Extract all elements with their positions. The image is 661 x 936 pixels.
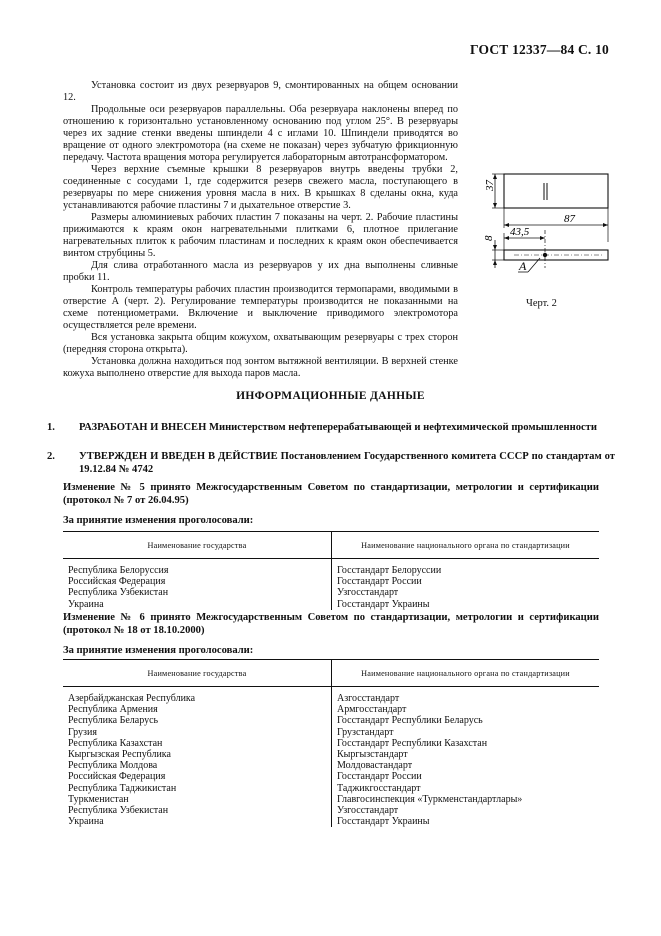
cell-standards-body: Узгосстандарт (337, 587, 399, 599)
cell-state: Республика Узбекистан (63, 587, 332, 598)
body-text (63, 80, 458, 380)
width-dimension-label: 87 (564, 213, 575, 225)
column-header-state: Наименование государства (63, 660, 332, 687)
paragraph: Контроль температуры рабочих пластин производится термопарами, вводимыми в отверстие А (черт. 2). Регулирование температуры производится не показанными на схеме потенциометрами. Включение и выключение приводимого электромотора осуществляется реле времени. (63, 284, 458, 331)
vote-title-2: За принятие изменения проголосовали: (63, 645, 254, 656)
amendment-5: Изменение № 5 принято Межгосударственным Советом по стандартизации, метрологии и сертификации (протокол № 7 от 26.04.95) (63, 482, 599, 506)
table-row (63, 760, 599, 771)
paragraph: Через верхние съемные крышки 8 резервуаров внутрь введены трубки 2, соединенные с сосудами 1, где содержится резерв свежего масла, поступающего в резервуары по мере снижения уровня масла в них. В крышках 8 сделаны окна, куда устанавливаются рабочие пластины 7 и дыхательное отверстие 3. (63, 164, 458, 211)
cell-state: Туркменистан (63, 794, 332, 805)
table-row (63, 794, 599, 805)
cell-standards-body: Госстандарт Республики Казахстан (337, 737, 488, 749)
plate-drawing (478, 168, 618, 298)
table-row (63, 704, 599, 715)
column-header-body: Наименование национального органа по стандартизации (332, 532, 600, 559)
cell-state: Республика Армения (63, 704, 332, 715)
info-item-text: УТВЕРЖДЕН И ВВЕДЕН В ДЕЙСТВИЕ Постановлением Государственного комитета СССР по стандартам от 19.12.84 № 4742 (79, 451, 615, 475)
cell-state: Российская Федерация (63, 771, 332, 782)
amendment-6: Изменение № 6 принято Межгосударственным Советом по стандартизации, метрологии и сертификации (протокол № 18 от 18.10.2000) (63, 612, 599, 636)
info-item-number: 2. (47, 451, 55, 462)
info-item-text: РАЗРАБОТАН И ВНЕСЕН Министерством нефтеперерабатывающей и нефтехимической промышленности (79, 422, 597, 433)
paragraph: Установка должна находиться под зонтом вытяжной вентиляции. В верхней стенке кожуха выполнено отверстие для выхода паров масла. (63, 356, 458, 379)
cell-standards-body: Таджикгосстандарт (337, 782, 421, 794)
hole-label: A (519, 259, 527, 273)
cell-state: Республика Беларусь (63, 715, 332, 726)
info-item-number: 1. (47, 422, 55, 433)
cell-state: Республика Молдова (63, 760, 332, 771)
cell-standards-body: Кыргызстандарт (337, 749, 408, 761)
cell-standards-body: Госстандарт Белоруссии (337, 565, 442, 576)
paragraph: Продольные оси резервуаров параллельны. Оба резервуара наклонены вперед по отношению к горизонтально установленному основанию под углом 25°. В резервуары через их задние стенки введены шпиндели 4 с иглами 10. Шпиндели приводятся во вращение от одного электромотора (на схеме не показан) через зубчатую фрикционную передачу. Частота вращения мотора регулируется лабораторным автотрансформатором. (63, 104, 458, 163)
offset-dimension-label: 43,5 (510, 226, 530, 238)
page-header: ГОСТ 12337—84 С. 10 (470, 42, 609, 57)
cell-state: Грузия (63, 727, 332, 738)
table-row (63, 816, 599, 827)
cell-state: Республика Таджикистан (63, 783, 332, 794)
figure-caption: Черт. 2 (526, 298, 557, 309)
table-row (63, 738, 599, 749)
table-row (63, 727, 599, 738)
cell-state: Республика Белоруссия (63, 559, 332, 577)
cell-standards-body: Армгосстандарт (337, 704, 407, 716)
paragraph: Установка состоит из двух резервуаров 9, смонтированных на общем основании 12. (63, 80, 458, 103)
cell-state: Украина (63, 599, 332, 610)
height-dimension-label: 37 (484, 180, 496, 191)
paragraph: Для слива отработанного масла из резервуаров у их дна выполнены сливные пробки 11. (63, 260, 458, 283)
table-row (63, 771, 599, 782)
cell-state: Республика Казахстан (63, 738, 332, 749)
cell-standards-body: Госстандарт России (337, 771, 422, 783)
cell-standards-body: Госстандарт Украины (337, 598, 430, 610)
cell-state: Кыргызская Республика (63, 749, 332, 760)
table-row (63, 559, 599, 577)
section-title: ИНФОРМАЦИОННЫЕ ДАННЫЕ (236, 390, 425, 402)
column-header-body: Наименование национального органа по стандартизации (332, 660, 600, 687)
table-row (63, 783, 599, 794)
paragraph: Размеры алюминиевых рабочих пластин 7 показаны на черт. 2. Рабочие пластины прижимаются к краям окон нагревательными плитками 6, плотное прилегание нагревательных плиток к рабочим пластинам и последних к краям окон обеспечивается винтом струбцины 5. (63, 212, 458, 259)
cell-standards-body: Узгосстандарт (337, 805, 399, 817)
cell-standards-body: Главгосинспекция «Туркменстандартлары» (337, 793, 523, 805)
cell-state: Азербайджанская Республика (63, 687, 332, 705)
table-row (63, 715, 599, 726)
cell-state: Российская Федерация (63, 576, 332, 587)
cell-state: Республика Узбекистан (63, 805, 332, 816)
vote-table-2 (63, 659, 599, 827)
column-header-state: Наименование государства (63, 532, 332, 559)
vote-table-1 (63, 531, 599, 610)
cell-standards-body: Грузстандарт (337, 726, 394, 738)
cell-state: Украина (63, 816, 332, 827)
paragraph: Вся установка закрыта общим кожухом, охватывающим резервуары с трех сторон (передняя сторона открыта). (63, 332, 458, 355)
vote-title-1: За принятие изменения проголосовали: (63, 515, 254, 526)
info-item-1 (47, 421, 615, 434)
table-row (63, 576, 599, 587)
table-row (63, 687, 599, 705)
cell-standards-body: Азгосстандарт (337, 693, 400, 704)
table-row (63, 587, 599, 598)
plate-top-view (504, 174, 608, 208)
table-row (63, 749, 599, 760)
cell-standards-body: Госстандарт Украины (337, 816, 430, 828)
thickness-dimension-label: 8 (483, 235, 495, 241)
table-row (63, 805, 599, 816)
cell-standards-body: Госстандарт России (337, 576, 422, 588)
cell-standards-body: Молдовастандарт (337, 760, 413, 772)
cell-standards-body: Госстандарт Республики Беларусь (337, 715, 483, 727)
table-row (63, 599, 599, 610)
info-item-2 (47, 450, 615, 476)
